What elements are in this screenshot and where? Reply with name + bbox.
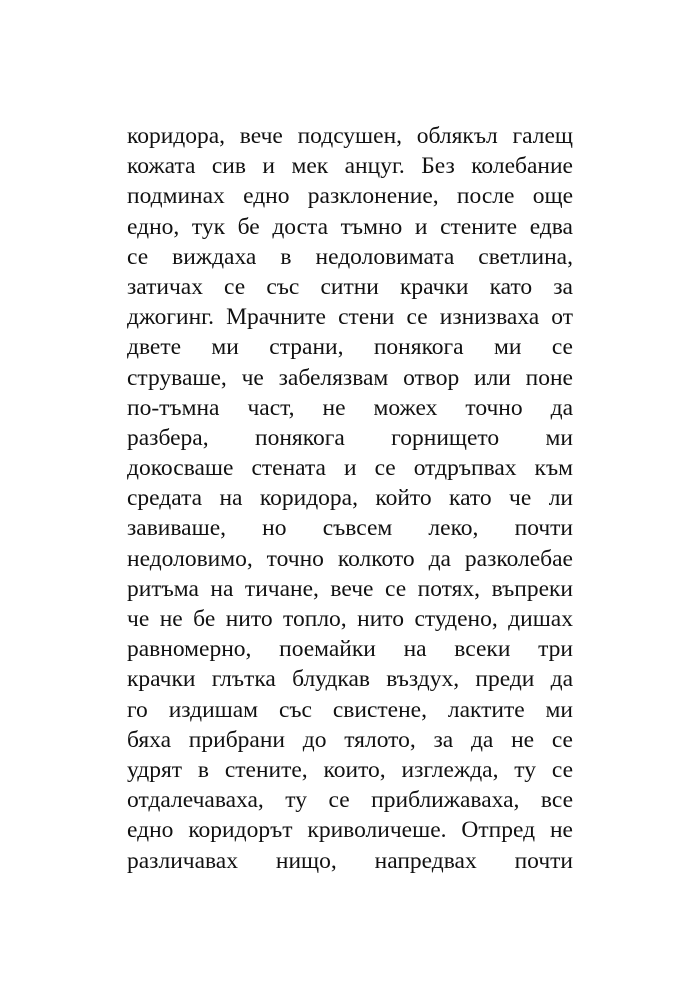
text-line: крачки глътка блудкав въздух, преди да — [127, 666, 573, 693]
text-line: го издишам със свистене, лактите ми — [127, 696, 573, 723]
text-line: разбера, понякога горнището ми — [127, 424, 573, 451]
text-line: че не бе нито топло, нито студено, дишах — [127, 606, 573, 632]
text-line: едно коридорът криволичеше. Отпред не — [127, 817, 573, 844]
text-line: бяха прибрани до тялото, за да не се — [127, 726, 573, 753]
text-line: кожата сив и мек анцуг. Без колебание — [127, 153, 573, 180]
text-line: коридора, вече подсушен, облякъл галещ — [127, 123, 573, 149]
text-line: двете ми страни, понякога ми се — [127, 334, 573, 361]
text-line: отдалечаваха, ту се приближаваха, все — [127, 787, 573, 814]
text-line: едно, тук бе доста тъмно и стените едва — [127, 213, 573, 240]
text-line: удрят в стените, които, изглежда, ту се — [127, 756, 573, 783]
text-line: джогинг. Мрачните стени се изнизваха от — [127, 304, 573, 331]
text-line: различавах нищо, напредвах почти — [127, 847, 573, 874]
text-line: равномерно, поемайки на всеки три — [127, 636, 573, 663]
text-line: докосваше стената и се отдръпвах към — [127, 455, 573, 482]
text-line: се виждаха в недоловимата светлина, — [127, 243, 573, 270]
text-line: струваше, че забелязвам отвор или поне — [127, 364, 573, 391]
text-line: недоловимо, точно колкото да разколебае — [127, 545, 573, 572]
text-line: подминах едно разклонение, после още — [127, 183, 573, 210]
text-line: по-тъмна част, не можех точно да — [127, 394, 573, 421]
text-line: ритъма на тичане, вече се потях, въпреки — [127, 575, 573, 602]
text-line: завиваше, но съвсем леко, почти — [127, 515, 573, 542]
body-text — [127, 121, 573, 876]
text-line: средата на коридора, който като че ли — [127, 485, 573, 512]
text-line: затичах се със ситни крачки като за — [127, 273, 573, 300]
